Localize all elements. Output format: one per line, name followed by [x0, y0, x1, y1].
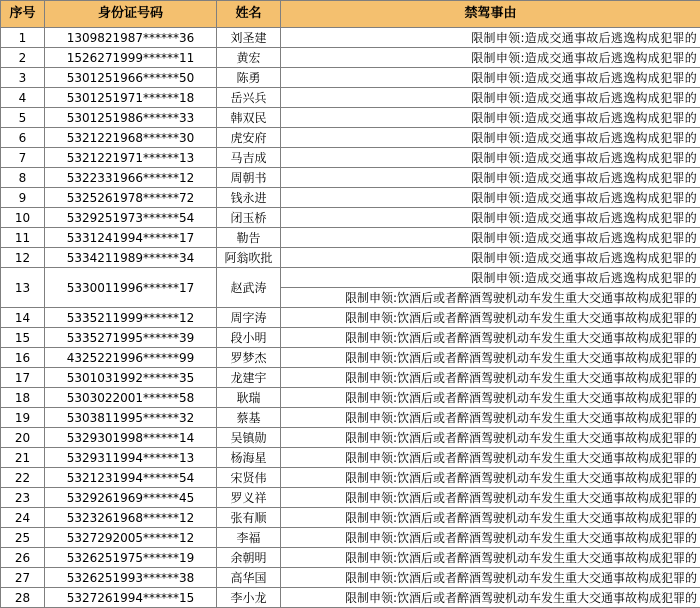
- cell-seq: 20: [1, 428, 45, 448]
- cell-id-number: 1309821987******36: [45, 28, 217, 48]
- cell-name: 李小龙: [217, 588, 281, 608]
- cell-ban-reason: 限制申领:造成交通事故后逃逸构成犯罪的: [281, 188, 700, 208]
- cell-name: 赵武涛: [217, 268, 281, 308]
- cell-ban-reason: 限制申领:造成交通事故后逃逸构成犯罪的: [281, 248, 700, 268]
- cell-name: 龙建宇: [217, 368, 281, 388]
- cell-ban-reason: 限制申领:饮酒后或者醉酒驾驶机动车发生重大交通事故构成犯罪的: [281, 488, 700, 508]
- cell-ban-reason: 限制申领:造成交通事故后逃逸构成犯罪的: [281, 48, 700, 68]
- cell-ban-reason: 限制申领:造成交通事故后逃逸构成犯罪的: [281, 268, 700, 288]
- table-row: [1, 68, 700, 88]
- cell-name: 张有顺: [217, 508, 281, 528]
- cell-id-number: 5325261978******72: [45, 188, 217, 208]
- table-row: [1, 348, 700, 368]
- cell-name: 罗梦杰: [217, 348, 281, 368]
- cell-name: 余朝明: [217, 548, 281, 568]
- cell-ban-reason: 限制申领:饮酒后或者醉酒驾驶机动车发生重大交通事故构成犯罪的: [281, 348, 700, 368]
- table-row: [1, 548, 700, 568]
- table-row: [1, 528, 700, 548]
- cell-name: 刘圣建: [217, 28, 281, 48]
- cell-name: 段小明: [217, 328, 281, 348]
- cell-name: 黄宏: [217, 48, 281, 68]
- table-row: [1, 568, 700, 588]
- cell-id-number: 4325221996******99: [45, 348, 217, 368]
- cell-seq: 13: [1, 268, 45, 308]
- cell-seq: 10: [1, 208, 45, 228]
- cell-ban-reason: 限制申领:饮酒后或者醉酒驾驶机动车发生重大交通事故构成犯罪的: [281, 288, 700, 308]
- table-body: [1, 28, 700, 608]
- cell-name: 杨海星: [217, 448, 281, 468]
- table-row: [1, 168, 700, 188]
- cell-id-number: 5335211999******12: [45, 308, 217, 328]
- cell-id-number: 5322331966******12: [45, 168, 217, 188]
- header-ban-reason: 禁驾事由: [281, 1, 700, 28]
- cell-ban-reason: 限制申领:饮酒后或者醉酒驾驶机动车发生重大交通事故构成犯罪的: [281, 588, 700, 608]
- cell-ban-reason: 限制申领:饮酒后或者醉酒驾驶机动车发生重大交通事故构成犯罪的: [281, 568, 700, 588]
- table-row: [1, 388, 700, 408]
- cell-ban-reason: 限制申领:造成交通事故后逃逸构成犯罪的: [281, 208, 700, 228]
- cell-name: 吴镇勋: [217, 428, 281, 448]
- cell-name: 岳兴兵: [217, 88, 281, 108]
- cell-name: 蔡基: [217, 408, 281, 428]
- cell-name: 李福: [217, 528, 281, 548]
- cell-ban-reason: 限制申领:造成交通事故后逃逸构成犯罪的: [281, 28, 700, 48]
- cell-ban-reason: 限制申领:饮酒后或者醉酒驾驶机动车发生重大交通事故构成犯罪的: [281, 508, 700, 528]
- cell-ban-reason: 限制申领:饮酒后或者醉酒驾驶机动车发生重大交通事故构成犯罪的: [281, 408, 700, 428]
- cell-seq: 14: [1, 308, 45, 328]
- cell-seq: 3: [1, 68, 45, 88]
- table-row: [1, 368, 700, 388]
- table-row: [1, 208, 700, 228]
- header-row: [1, 1, 700, 28]
- cell-seq: 19: [1, 408, 45, 428]
- cell-id-number: 5321221971******13: [45, 148, 217, 168]
- cell-ban-reason: 限制申领:饮酒后或者醉酒驾驶机动车发生重大交通事故构成犯罪的: [281, 448, 700, 468]
- cell-id-number: 1526271999******11: [45, 48, 217, 68]
- cell-ban-reason: 限制申领:饮酒后或者醉酒驾驶机动车发生重大交通事故构成犯罪的: [281, 428, 700, 448]
- cell-name: 陈勇: [217, 68, 281, 88]
- cell-ban-reason: 限制申领:造成交通事故后逃逸构成犯罪的: [281, 168, 700, 188]
- cell-seq: 26: [1, 548, 45, 568]
- cell-ban-reason: 限制申领:造成交通事故后逃逸构成犯罪的: [281, 108, 700, 128]
- cell-id-number: 5321231994******54: [45, 468, 217, 488]
- cell-ban-reason: 限制申领:饮酒后或者醉酒驾驶机动车发生重大交通事故构成犯罪的: [281, 368, 700, 388]
- cell-seq: 15: [1, 328, 45, 348]
- table-row: [1, 488, 700, 508]
- table-row: [1, 408, 700, 428]
- cell-seq: 23: [1, 488, 45, 508]
- cell-ban-reason: 限制申领:饮酒后或者醉酒驾驶机动车发生重大交通事故构成犯罪的: [281, 328, 700, 348]
- cell-name: 周朝书: [217, 168, 281, 188]
- table-row: [1, 468, 700, 488]
- cell-name: 虎安府: [217, 128, 281, 148]
- cell-ban-reason: 限制申领:饮酒后或者醉酒驾驶机动车发生重大交通事故构成犯罪的: [281, 388, 700, 408]
- cell-seq: 7: [1, 148, 45, 168]
- cell-seq: 2: [1, 48, 45, 68]
- cell-name: 罗义祥: [217, 488, 281, 508]
- cell-name: 韩双民: [217, 108, 281, 128]
- cell-name: 闭玉桥: [217, 208, 281, 228]
- cell-id-number: 5323261968******12: [45, 508, 217, 528]
- table-row: [1, 248, 700, 268]
- cell-ban-reason: 限制申领:造成交通事故后逃逸构成犯罪的: [281, 88, 700, 108]
- table-row: [1, 448, 700, 468]
- cell-seq: 11: [1, 228, 45, 248]
- header-name: 姓名: [217, 1, 281, 28]
- table-row: [1, 148, 700, 168]
- table-row: [1, 88, 700, 108]
- cell-name: 钱永进: [217, 188, 281, 208]
- cell-name: 高华国: [217, 568, 281, 588]
- table-row: [1, 188, 700, 208]
- cell-seq: 21: [1, 448, 45, 468]
- cell-id-number: 5303022001******58: [45, 388, 217, 408]
- cell-ban-reason: 限制申领:饮酒后或者醉酒驾驶机动车发生重大交通事故构成犯罪的: [281, 548, 700, 568]
- cell-name: 勒告: [217, 228, 281, 248]
- cell-id-number: 5303811995******32: [45, 408, 217, 428]
- cell-id-number: 5327292005******12: [45, 528, 217, 548]
- cell-id-number: 5301251986******33: [45, 108, 217, 128]
- table-row: [1, 328, 700, 348]
- cell-seq: 9: [1, 188, 45, 208]
- cell-ban-reason: 限制申领:饮酒后或者醉酒驾驶机动车发生重大交通事故构成犯罪的: [281, 528, 700, 548]
- table-row: [1, 508, 700, 528]
- table-row: [1, 48, 700, 68]
- cell-seq: 25: [1, 528, 45, 548]
- cell-id-number: 5330011996******17: [45, 268, 217, 308]
- header-id-number: 身份证号码: [45, 1, 217, 28]
- cell-seq: 27: [1, 568, 45, 588]
- cell-seq: 22: [1, 468, 45, 488]
- cell-id-number: 5329301998******14: [45, 428, 217, 448]
- cell-seq: 1: [1, 28, 45, 48]
- cell-name: 阿翁吹批: [217, 248, 281, 268]
- cell-id-number: 5335271995******39: [45, 328, 217, 348]
- cell-id-number: 5331241994******17: [45, 228, 217, 248]
- cell-name: 宋贤伟: [217, 468, 281, 488]
- cell-ban-reason: 限制申领:造成交通事故后逃逸构成犯罪的: [281, 228, 700, 248]
- cell-id-number: 5334211989******34: [45, 248, 217, 268]
- cell-id-number: 5301251971******18: [45, 88, 217, 108]
- table-row: [1, 588, 700, 608]
- cell-seq: 5: [1, 108, 45, 128]
- cell-id-number: 5321221968******30: [45, 128, 217, 148]
- cell-id-number: 5301031992******35: [45, 368, 217, 388]
- cell-id-number: 5327261994******15: [45, 588, 217, 608]
- cell-seq: 6: [1, 128, 45, 148]
- cell-ban-reason: 限制申领:造成交通事故后逃逸构成犯罪的: [281, 148, 700, 168]
- cell-id-number: 5329311994******13: [45, 448, 217, 468]
- cell-ban-reason: 限制申领:饮酒后或者醉酒驾驶机动车发生重大交通事故构成犯罪的: [281, 468, 700, 488]
- cell-seq: 18: [1, 388, 45, 408]
- table-row: [1, 128, 700, 148]
- cell-id-number: 5329261969******45: [45, 488, 217, 508]
- cell-seq: 16: [1, 348, 45, 368]
- table-row: [1, 28, 700, 48]
- cell-seq: 8: [1, 168, 45, 188]
- cell-seq: 4: [1, 88, 45, 108]
- cell-ban-reason: 限制申领:造成交通事故后逃逸构成犯罪的: [281, 68, 700, 88]
- cell-ban-reason: 限制申领:造成交通事故后逃逸构成犯罪的: [281, 128, 700, 148]
- cell-id-number: 5326251993******38: [45, 568, 217, 588]
- cell-seq: 12: [1, 248, 45, 268]
- table-row: [1, 428, 700, 448]
- cell-seq: 28: [1, 588, 45, 608]
- cell-name: 周字涛: [217, 308, 281, 328]
- cell-id-number: 5326251975******19: [45, 548, 217, 568]
- cell-seq: 17: [1, 368, 45, 388]
- table-row: [1, 228, 700, 248]
- cell-ban-reason: 限制申领:饮酒后或者醉酒驾驶机动车发生重大交通事故构成犯罪的: [281, 308, 700, 328]
- table-row: [1, 268, 700, 288]
- cell-name: 耿瑞: [217, 388, 281, 408]
- cell-name: 马吉成: [217, 148, 281, 168]
- cell-id-number: 5329251973******54: [45, 208, 217, 228]
- header-seq: 序号: [1, 1, 45, 28]
- cell-id-number: 5301251966******50: [45, 68, 217, 88]
- cell-seq: 24: [1, 508, 45, 528]
- table-row: [1, 308, 700, 328]
- table-row: [1, 108, 700, 128]
